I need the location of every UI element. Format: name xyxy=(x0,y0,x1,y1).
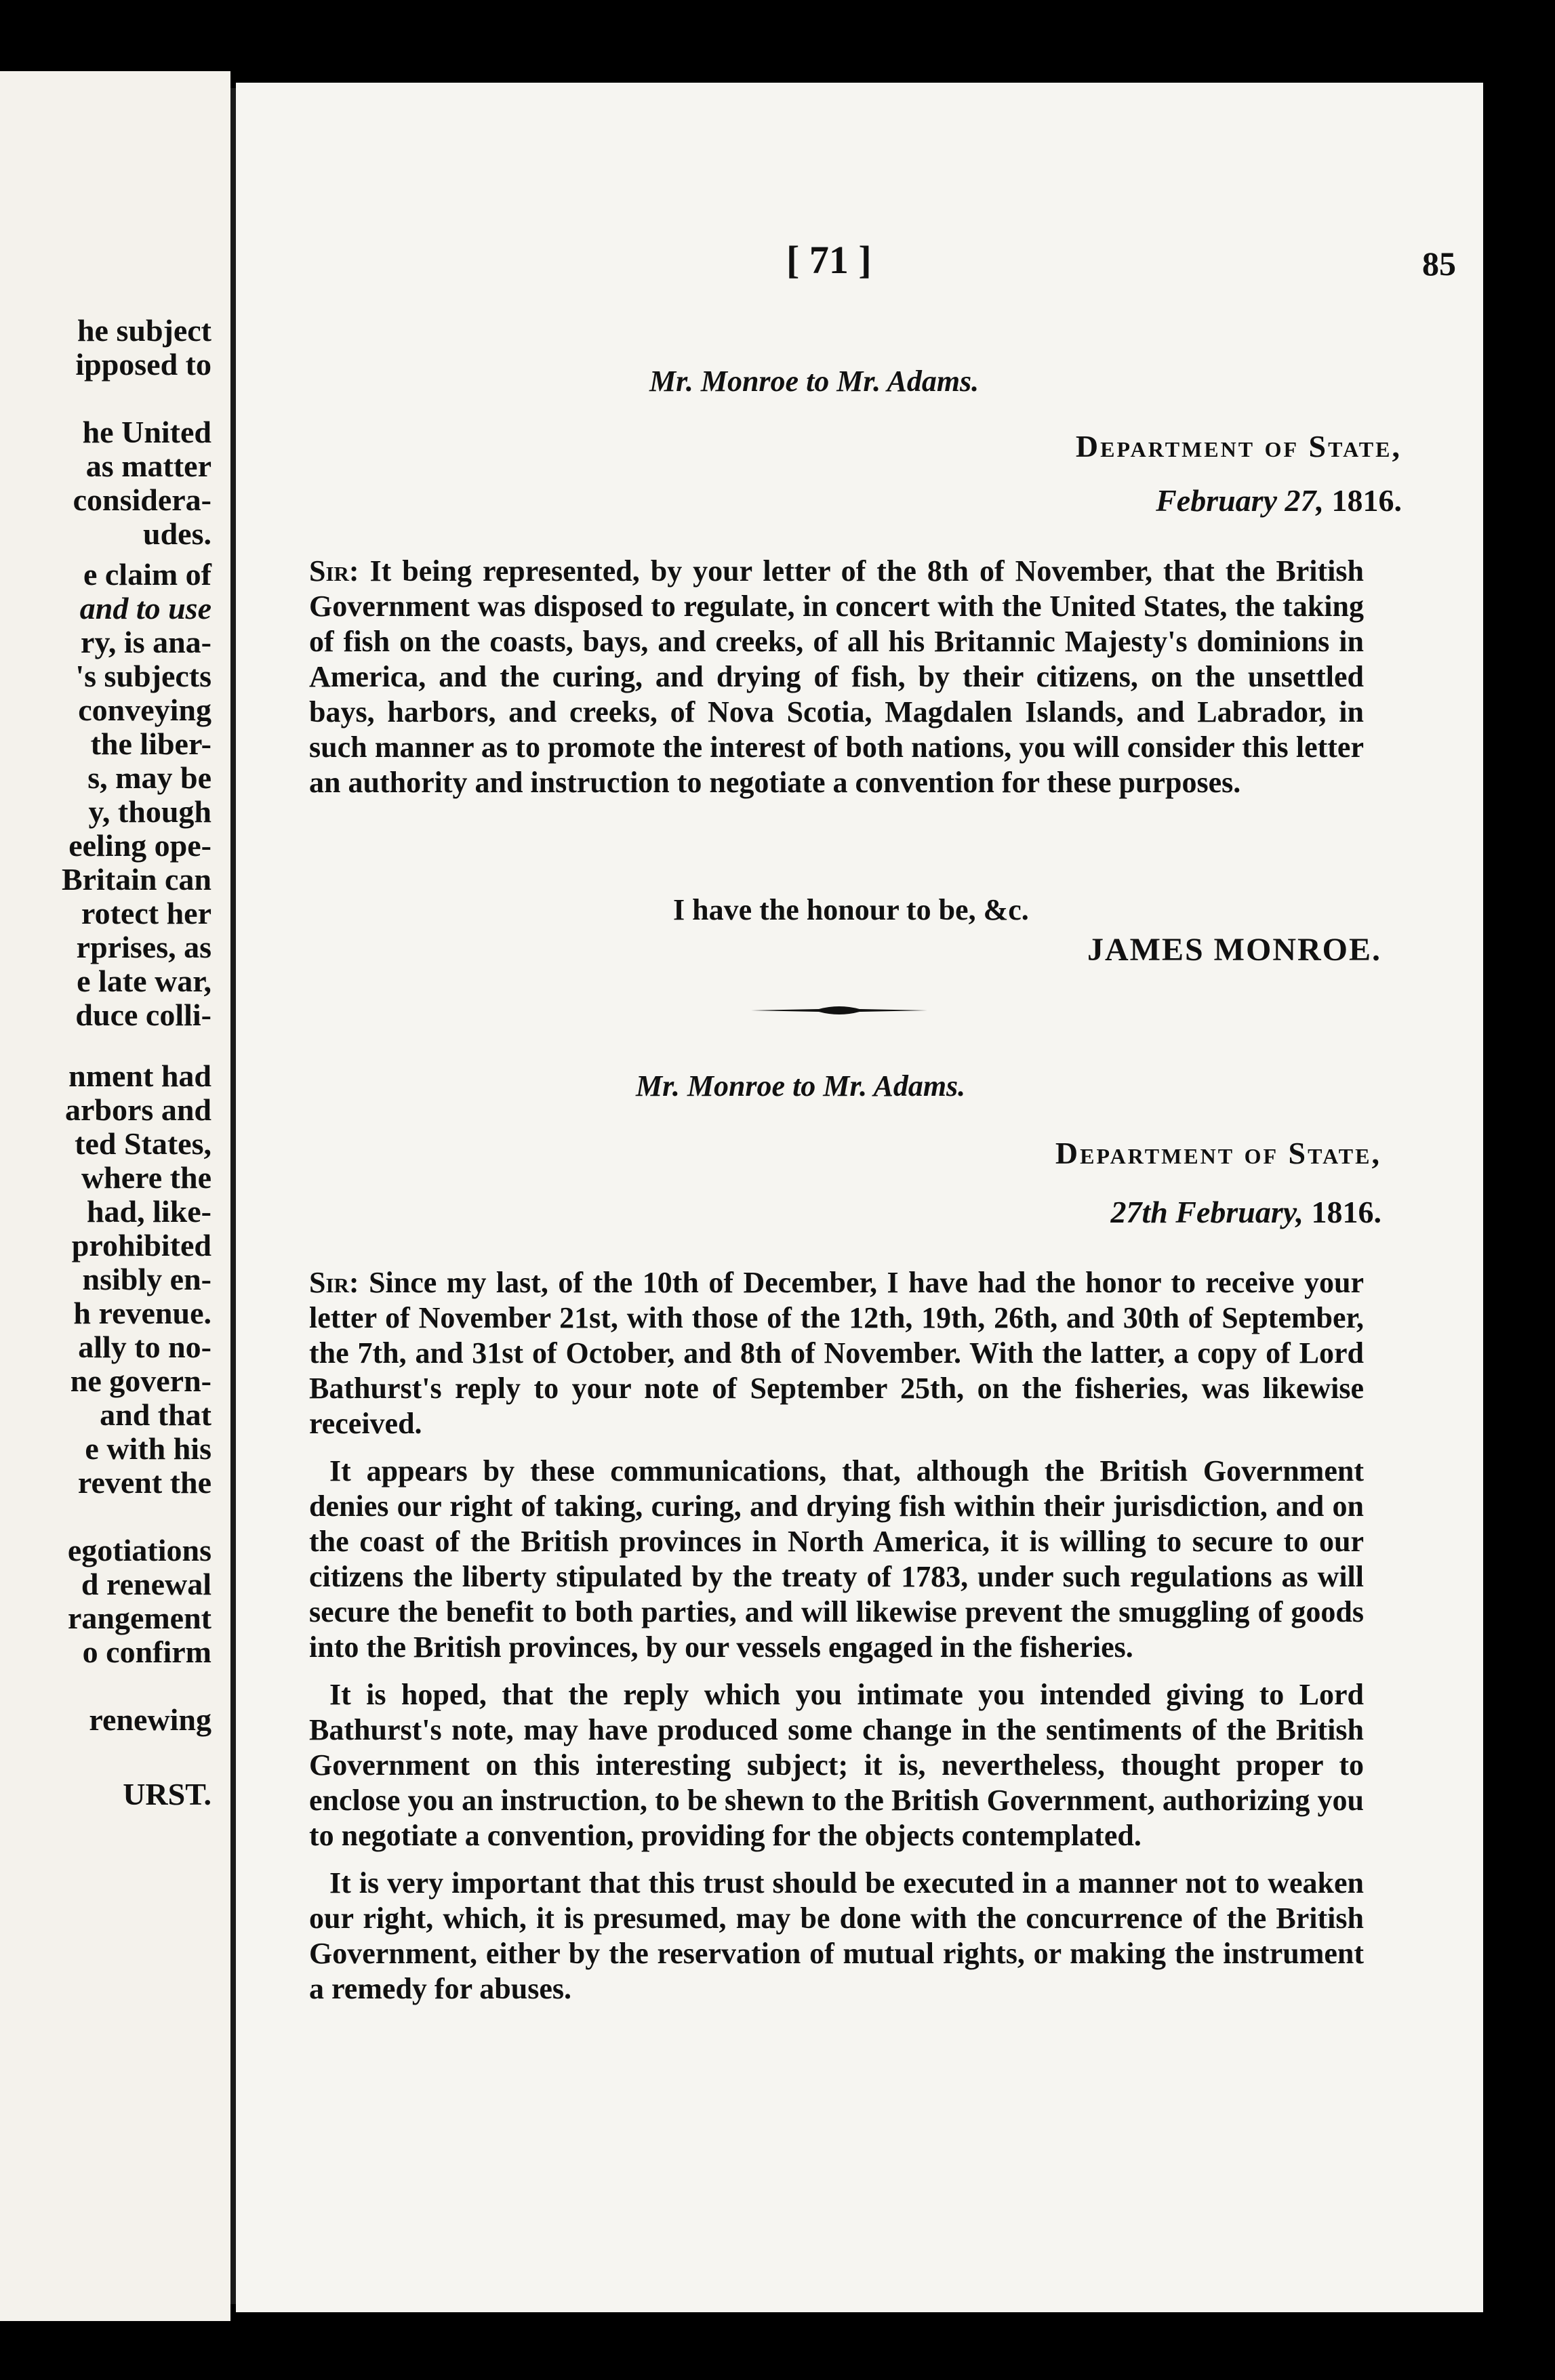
left-page-line: URST. xyxy=(123,1777,211,1811)
bracket-page-number: [ 71 ] xyxy=(786,238,872,282)
letter1-body xyxy=(309,554,1364,800)
left-page-line: duce colli- xyxy=(75,998,211,1032)
left-page-line: ry, is ana- xyxy=(81,625,211,659)
letter1-salutation: Sir: xyxy=(309,554,359,588)
left-page-line: nsibly en- xyxy=(82,1262,211,1296)
letter2-salutation: Sir: xyxy=(309,1266,359,1299)
left-page-line: where the xyxy=(81,1160,211,1195)
left-page-line: eeling ope- xyxy=(68,828,211,863)
left-page-line: prohibited xyxy=(71,1228,211,1263)
letter2-paragraph-2: It appears by these communications, that, although the British Government denies our right of taking, curing, and drying fish within their jurisdiction, and on the coast of the British provinces in North America, it is willing to secure to our citizens the liberty stipulated by the treaty of 1783, under such regulations as will secure the benefit to both parties, and will likewise prevent the smuggling of goods into the British provinces, by our vessels engaged in the fisheries. xyxy=(309,1454,1364,1664)
letter1-signature: JAMES MONROE. xyxy=(1087,932,1381,968)
left-page-line: ipposed to xyxy=(75,347,211,382)
left-page-line: udes. xyxy=(143,516,211,551)
left-page-line: ted States, xyxy=(75,1126,211,1161)
letter1-body-text: It being represented, by your letter of the 8th of November, that the British Government was disposed to regulate, in concert with the United States, the taking of fish on the coasts, bays, and creeks, of all his Britannic Majesty's dominions in America, and the curing, and drying of fish, by their citizens, on the unsettled bays, harbors, and creeks, of Nova Scotia, Magdalen Islands, and Labrador, in such manner as to promote the interest of both nations, you will consider this letter an authority and instruction to negotiate a convention for these purposes. xyxy=(309,554,1364,799)
left-page-line: ally to no- xyxy=(78,1330,211,1364)
left-page-line: and to use xyxy=(79,591,211,625)
left-page-line: e late war, xyxy=(77,964,211,998)
letter2-paragraph-1 xyxy=(309,1265,1364,1441)
letter1-date-year: 1816. xyxy=(1331,483,1402,518)
right-page xyxy=(236,83,1483,2312)
letter1-heading: Mr. Monroe to Mr. Adams. xyxy=(649,365,980,398)
letter1-date-text: February 27, xyxy=(1156,483,1332,518)
left-page-line: 's subjects xyxy=(75,659,211,693)
left-page-line: s, may be xyxy=(87,760,211,795)
letter1-date xyxy=(1156,483,1402,518)
left-page-line: he United xyxy=(82,415,211,449)
left-page-line: arbors and xyxy=(65,1092,211,1127)
letter2-paragraph-3: It is hoped, that the reply which you intimate you intended giving to Lord Bathurst's note, may have produced some change in the sentiments of the British Government on this interesting subject; it is, nevertheless, thought proper to enclose you an instruction, to be shewn to the British Government, authorizing you to negotiate a convention, providing for the objects contemplated. xyxy=(309,1678,1364,1852)
left-page-line: as matter xyxy=(85,449,211,483)
letter2-department: Department of State, xyxy=(1055,1136,1381,1170)
left-page-line: nment had xyxy=(68,1059,211,1093)
letter2-paragraph-4: It is very important that this trust should be executed in a manner not to weaken our right, which, it is presumed, may be done with the concurrence of the British Government, either by the reservation of mutual rights, or making the instrument a remedy for abuses. xyxy=(309,1866,1364,2005)
left-page-line: d renewal xyxy=(81,1567,211,1601)
left-page-line: Britain can xyxy=(61,862,211,897)
letter2-date-year: 1816. xyxy=(1311,1195,1381,1229)
left-page-line: conveying xyxy=(78,693,211,727)
left-page-line: o confirm xyxy=(82,1635,211,1669)
left-page-line: rangement xyxy=(67,1601,211,1635)
left-page-line: rotect her xyxy=(81,896,211,930)
left-page-line: considera- xyxy=(73,483,211,517)
letter2-date xyxy=(1110,1194,1381,1230)
left-page-line: egotiations xyxy=(67,1533,211,1567)
folio-number: 85 xyxy=(1422,245,1456,283)
left-page-line: renewing xyxy=(89,1702,211,1737)
left-page-line: h revenue. xyxy=(73,1296,211,1330)
left-page-fragment xyxy=(0,71,230,2321)
letter2-body xyxy=(309,1265,1364,2007)
section-divider-ornament xyxy=(751,1002,927,1019)
left-page-line: e claim of xyxy=(83,557,211,592)
left-page-line: had, like- xyxy=(86,1194,211,1229)
letter2-heading: Mr. Monroe to Mr. Adams. xyxy=(636,1069,966,1103)
left-page-line: ne govern- xyxy=(70,1363,211,1398)
left-page-line: e with his xyxy=(85,1431,211,1466)
letter2-paragraph-1-text: Since my last, of the 10th of December, I have had the honor to receive your letter of November 21st, with those of the 12th, 19th, 26th, and 30th of September, the 7th, and 31st of October, and 8th of November. With the latter, a copy of Lord Bathurst's reply to your note of September 25th, on the fisheries, was likewise received. xyxy=(309,1266,1365,1440)
left-page-line: and that xyxy=(100,1397,211,1432)
left-page-line: revent the xyxy=(77,1465,211,1500)
letter1-closing: I have the honour to be, &c. xyxy=(673,893,1029,926)
left-page-line: y, though xyxy=(88,794,211,829)
letter2-date-text: 27th February, xyxy=(1110,1195,1312,1229)
left-page-line: rprises, as xyxy=(76,930,211,964)
left-page-line: the liber- xyxy=(90,726,211,761)
letter1-department: Department of State, xyxy=(1075,429,1402,464)
left-page-line: he subject xyxy=(77,313,211,348)
page-gutter xyxy=(230,88,236,2304)
